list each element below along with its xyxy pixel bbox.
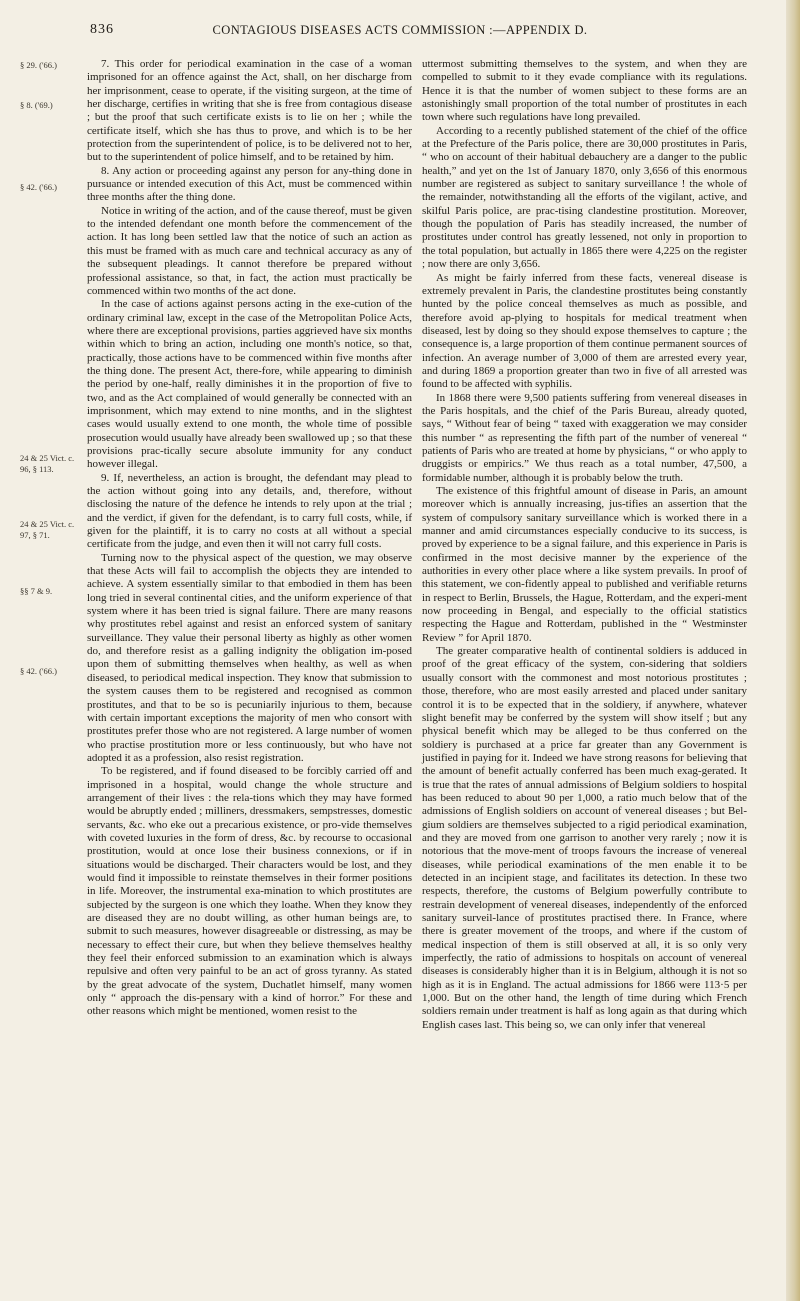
page-edge bbox=[786, 0, 800, 1301]
page-number: 836 bbox=[90, 22, 114, 37]
paragraph: The greater comparative health of continental soldiers is adduced in proof of the great efficacy of the system, con-sidering that soldiers usually consort with the commonest and most notorious prostitutes ; those, therefore, who are most easily arrested and placed under sanitary control it is to be expected that in the soldiery, if anywhere, whatever slight benefit may be conferred by the system will show itself ; but any physical benefit which may be alleged to be thus conferred on the soldiery is purchased at a price far greater than any Government is justified in paying for it. Indeed we have strong reasons for believing that the amount of benefit actually conferred has been much exag-gerated. It is true that the rates of annual admissions of Belgium soldiers to hospital has been reduced to about 90 per 1,000, a ratio much below that of the admissions of English soldiers on account of venereal diseases ; but Bel-gium soldiers are themselves subjected to a rigid periodical examination, and they are moved from one garrison to another very rarely ; now it is notorious that the move-ment of troops favours the increase of venereal diseases, while periodical examinations of the men enable it to be detected in an incipient stage, and facilitates its detection. In these two respects, therefore, the customs of Belgium powerfully contribute to restrain development of venereal diseases, independently of the enforced sanitary surveil-lance of prostitutes practised there. In France, where there is greater movement of the troops, and where if the custom of medical inspection of them is still observed at all, it is so only very imperfectly, the ratio of admissions to hospitals on account of venereal diseases is considerably higher than it is in Belgium, although it is not so high as it is in England. The actual admissions for 1866 were 113·5 per 1,000. But on the other hand, the length of time during which French soldiers remain under treatment is half as long again as that during which English cases last. This being so, we can only infer that venereal bbox=[422, 645, 747, 1031]
margin-note: §§ 7 & 9. bbox=[20, 586, 53, 596]
paragraph: As might be fairly inferred from these facts, venereal disease is extremely prevalent in Paris, the clandestine prostitutes being constantly hunted by the police conceal themselves as much as possible, and therefore avoid ap-plying to hospitals for medical treatment when diseased, lest by doing so they should expose themselves to capture ; the consequence is, a large proportion of them continue permanent sources of infection. An average number of 3,000 of them are arrested every year, and during 1869 a proportion greater than two in five of all arrested was found to be affected with syphilis. bbox=[422, 271, 747, 391]
paragraph: In 1868 there were 9,500 patients suffering from venereal diseases in the Paris hospitals, and the chief of the Paris Bureau, already quoted, says, “ Without fear of being “ taxed with exaggeration we may consider this number “ as representing the fifth part of the number of venereal “ patients of Paris who are treated at home by physicians, “ or who apply to druggists or empirics.” We thus reach as a total number, 47,500, a formidable number, although it is probably below the truth. bbox=[422, 391, 747, 484]
margin-note: 24 & 25 Vict. c. 97, § 71. bbox=[20, 519, 75, 540]
margin-note: § 29. ('66.) bbox=[20, 60, 57, 70]
paragraph: uttermost submitting themselves to the system, and when they are compelled to submit to it they evade compliance with its regulations. Hence it is that the number of women subject to these forms are an astonishingly small proportion of the total number of prostitutes in each town where such regulations have long prevailed. bbox=[422, 58, 747, 124]
paragraph: 7. This order for periodical examination in the case of a woman imprisoned for an offence against the Act, shall, on her discharge from her imprisonment, cease to operate, if the visiting surgeon, at the time of her discharge, certifies in writing that she is free from contagious disease ; but the proof that such certificate exists is to lie on her ; while the certificate itself, which she has thus to prove, and which is to be her protection from the superintendent of police, is to be delivered not to her, but to the superintendent of police himself, and to be retained by him. bbox=[87, 58, 412, 164]
page-header bbox=[0, 22, 800, 42]
paragraph: In the case of actions against persons acting in the exe-cution of the ordinary criminal law, except in the case of the Metropolitan Police Acts, where there are exceptional provisions, parties aggrieved have six months within which to bring an action, including one month's notice, so that, practically, those actions have to be commenced within five months after the thing done. The present Act, there-fore, while appearing to diminish the period by one-half, really diminishes it in the proportion of five to two, and as the Act complained of would generally be connected with an imprisonment, which may extend to nine months, and in the slightest cases would usually extend to one month, the whole time of possible prosecution would usually have already been swallowed up ; so that these provisions prac-tically secure absolute immunity for any conduct however illegal. bbox=[87, 298, 412, 471]
paragraph: The existence of this frightful amount of disease in Paris, an amount moreover which is annually increasing, jus-tifies an assertion that the system of compulsory sanitary surveillance which is worked there in a manner and amid circumstances especially conducive to its success, is proved by experience to be a signal failure, and this experience in Paris is confirmed in the most decisive manner by the experience of the authorities in every other place where a like system prevails. In proof of this statement, we con-fidently appeal to published and verifiable returns in respect to Berlin, Brussels, the Hague, Rotterdam, and the experi-ment now proceeding in Bengal, and especially to the official statistics respecting the Hague and Rotterdam, published in the “ Westminster Review ” for April 1870. bbox=[422, 485, 747, 644]
margin-notes bbox=[20, 0, 80, 1301]
left-column bbox=[87, 58, 412, 1019]
paragraph: 9. If, nevertheless, an action is brought, the defendant may plead to the action without going into any details, and, therefore, without disclosing the nature of the defence he intends to rely upon at the trial ; and the verdict, if given for the defendant, is to carry full costs, while, if given for the plaintiff, it is to carry no costs at all without a special certificate from the judge, and even then it will not carry full costs. bbox=[87, 471, 412, 551]
paragraph: To be registered, and if found diseased to be forcibly carried off and imprisoned in a hospital, would change the whole structure and arrangement of their lives : the rela-tions which they may have formed would be abruptly ended ; milliners, dressmakers, sempstresses, domestic servants, &c. who eke out a precarious existence, or pro-vide themselves with coveted luxuries in the form of dress, &c. by recourse to occasional prostitution, would at once lose their business connexions, or if in situations would be discharged. Their characters would be lost, and they would find it impossible to reinstate themselves in their former positions in life. Moreover, the instrumental exa-mination to which prostitutes are subjected by the surgeon is one which they loathe. When they know they are diseased they are no doubt willing, as other human beings are, to submit to such measures, however disagreeable or distressing, as may be necessary to effect their cure, but when they believe themselves healthy they feel their enforced submission to an examination which is always repulsive and often very painful to be an act of gross tyranny. As stated by the great advocate of the system, Duchatlet himself, many women only “ approach the dis-pensary with a kind of horror.” For these and other reasons which might be mentioned, women resist to the bbox=[87, 765, 412, 1018]
right-column bbox=[422, 58, 747, 1032]
running-head: CONTAGIOUS DISEASES ACTS COMMISSION :—APPENDIX D. bbox=[212, 23, 588, 37]
paragraph: According to a recently published statement of the chief of the office at the Prefecture of the Paris police, there are 30,000 prostitutes in Paris, “ who on account of their habitual debauchery are a danger to the public health,” and yet on the 1st of January 1870, only 3,656 of this enormous number are registered as subject to sanitary surveillance ! the whole of the remainder, notwithstanding all the efforts of the vigilant, active, and skilful Paris police, are prac-tising clandestine prostitution. Moreover, though the population of Paris has steadily increased, the number of prostitutes under control has greatly lessened, not only in proportion to the total population, but actually in 1865 there were 4,225 on the register ; now there are only 3,656. bbox=[422, 124, 747, 271]
margin-note: 24 & 25 Vict. c. 96, § 113. bbox=[20, 453, 75, 474]
paragraph: Notice in writing of the action, and of the cause thereof, must be given to the intended defendant one month before the commencement of the action. It has long been settled law that the notice of such an action as this must be framed with as much care and technical accuracy as any of the subsequent pleadings. It cannot therefore be prepared without professional assistance, so that, in fact, the action must practically be commenced within two months of the act done. bbox=[87, 204, 412, 297]
paragraph: Turning now to the physical aspect of the question, we may observe that these Acts will fail to accomplish the objects they are intended to achieve. A system essentially similar to that embodied in them has been long tried in several continental cities, and the uniform experience of that system where it has been tried is signal failure. There are many reasons why prostitutes rebel against and resist an enforced system of sanitary surveillance. They value their personal liberty as highly as other women do, and therefore resist as a galling indignity the obligation im-posed upon them of submitting themselves when healthy, as well as when diseased, to periodical medical inspection. They know that submission to the system causes them to be registered and recognised as common prostitutes, and that to be so is pecuniarily injurious to them, because with certain important exceptions the majority of men who consort with prostitutes prefer those who are not registered. A large number of women who practise prostitution more or less continuously, but who have not adopted it as a profession, also resist registration. bbox=[87, 551, 412, 764]
margin-note: § 42. ('66.) bbox=[20, 666, 57, 676]
margin-note: § 42. ('66.) bbox=[20, 182, 57, 192]
margin-note: § 8. ('69.) bbox=[20, 100, 53, 110]
paragraph: 8. Any action or proceeding against any person for any-thing done in pursuance or intended execution of this Act, must be commenced within three months after the thing done. bbox=[87, 164, 412, 204]
